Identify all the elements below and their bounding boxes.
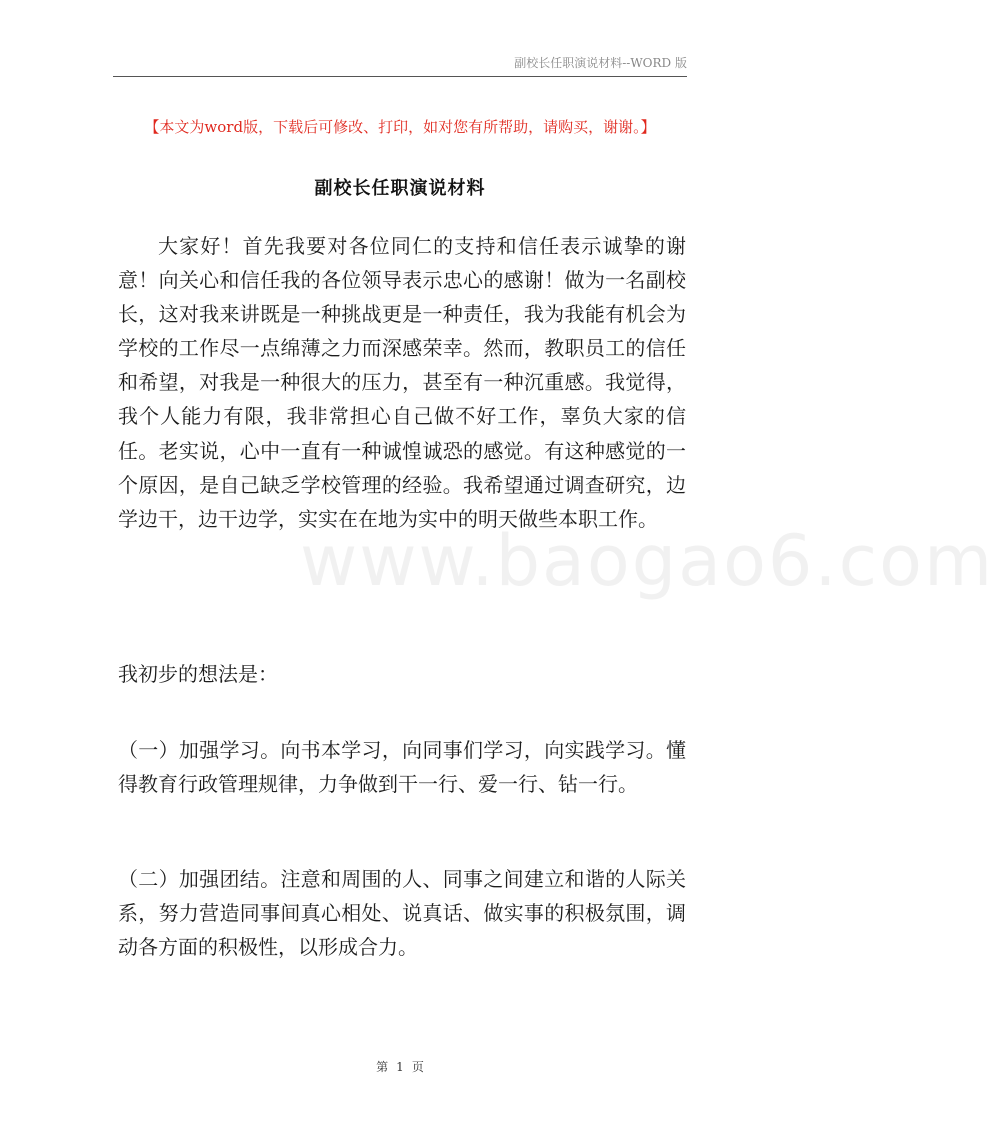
footer-prefix: 第: [376, 1060, 389, 1074]
paragraph-item-two: （二）加强团结。注意和周围的人、同事之间建立和谐的人际关系，努力营造同事间真心相处、说真话、做实事的积极氛围，调动各方面的积极性，以形成合力。: [118, 867, 686, 960]
footer-suffix: 页: [411, 1060, 424, 1074]
page-footer: [0, 1058, 800, 1075]
page-header: [113, 52, 687, 77]
page-number: 1: [396, 1060, 404, 1074]
watermark: www.baogao6.com: [300, 520, 994, 602]
paragraph-item-one: （一）加强学习。向书本学习，向同事们学习，向实践学习。懂得教育行政管理规律，力争做到干一行、爱一行、钻一行。: [118, 738, 686, 797]
paragraph-intro-ideas: 我初步的想法是：: [118, 662, 278, 686]
document-title: 副校长任职演说材料: [314, 178, 486, 199]
download-notice: 【本文为word版，下载后可修改、打印，如对您有所帮助，请购买，谢谢。】: [144, 118, 656, 136]
header-title: 副校长任职演说材料--WORD 版: [514, 56, 687, 70]
paragraph-opening: 大家好！首先我要对各位同仁的支持和信任表示诚挚的谢意！向关心和信任我的各位领导表示忠心的感谢！做为一名副校长，这对我来讲既是一种挑战更是一种责任，我为我能有机会为学校的工作尽一点绵薄之力而深感荣幸。然而，教职员工的信任和希望，对我是一种很大的压力，甚至有一种沉重感。我觉得，我个人能力有限，我非常担心自己做不好工作，辜负大家的信任。老实说，心中一直有一种诚惶诚恐的感觉。有这种感觉的一个原因，是自己缺乏学校管理的经验。我希望通过调查研究，边学边干，边干边学，实实在在地为实中的明天做些本职工作。: [118, 234, 686, 531]
